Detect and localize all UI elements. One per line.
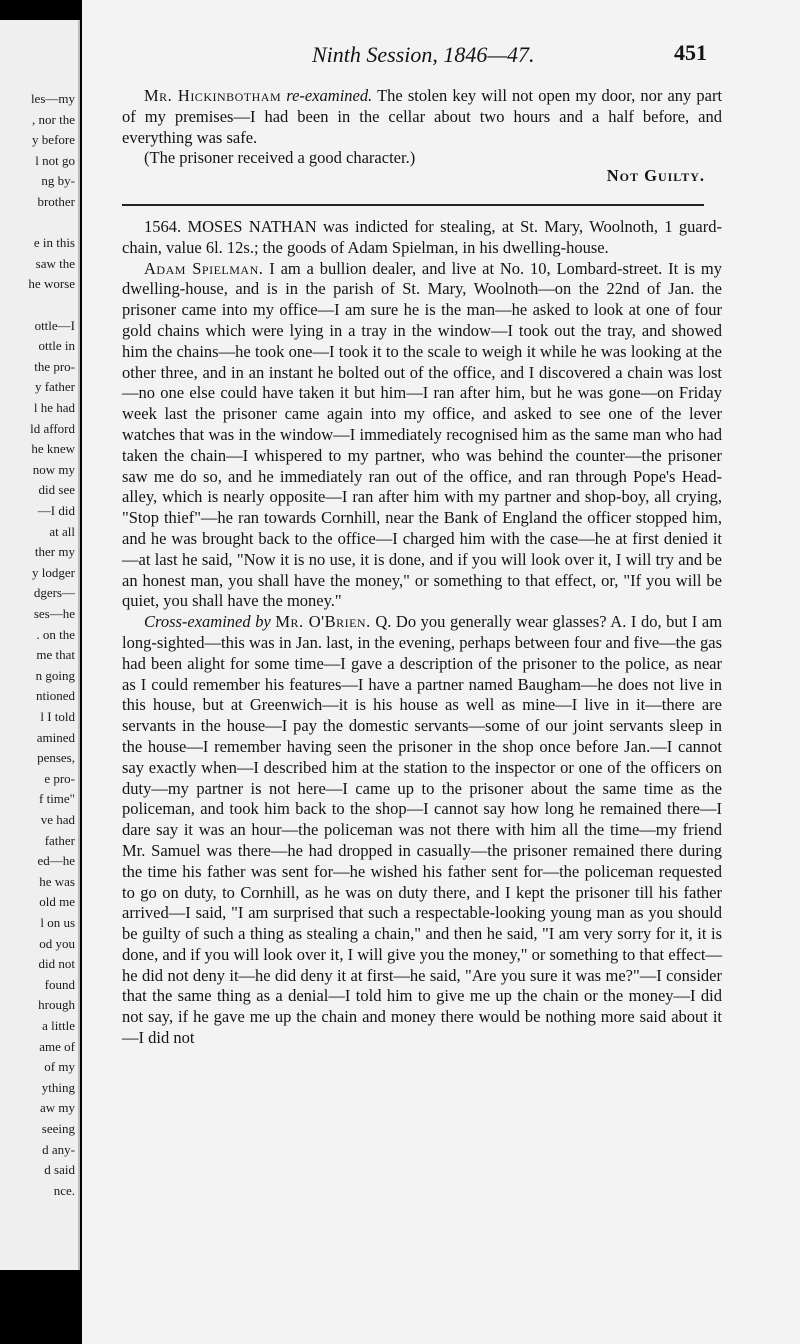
margin-fragment: ottle—I [34,317,75,333]
margin-fragment: hrough [38,997,75,1013]
margin-fragment: found [44,976,75,992]
margin-fragment: e in this [33,235,75,251]
margin-fragment: he knew [31,441,75,457]
reexam-text: The stolen key will not open my door, nor any part of my premises—I had been in the cellar about two hours and a half before, and everything was safe. [122,86,723,147]
margin-fragment: ses—he [33,606,75,621]
reexamination-paragraph [122,86,722,169]
book-page [82,0,800,1344]
margin-fragment: y lodger [32,564,75,580]
margin-fragment: od you [39,935,75,951]
witness-heading: Adam Spielman. [144,258,264,278]
margin-fragment: n going [35,667,75,683]
margin-fragment: , nor the [32,111,75,127]
margin-fragment: l I told [40,709,75,724]
margin-fragment: ther my [34,544,75,560]
indictment-text: was indicted for stealing, at St. Mary, Woolnoth, 1 guard-chain, value 6l. 12s.; the goods of Adam Spielman, in his dwelling-house. [122,217,722,257]
margin-fragment: l on us [40,915,75,930]
margin-fragment: the pro- [34,358,75,374]
margin-fragment: seeing [41,1121,75,1136]
margin-fragment: father [44,832,75,848]
margin-fragment: f time" [39,791,75,807]
testimony-text: I am a bullion dealer, and live at No. 10, Lombard-street. It is my dwelling-house, and is in the parish of St. Mary, Woolnoth—on the 22nd of Jan. the prisoner came into my office—I am sure he is the man—he asked to look at one of four gold chains which were lying in a tray in the window—I took out the tray, and showed him the chains—he took one—I took it to the scale to weigh it while he was looking at the other three, and in an instant he bolted out of the office, and I discovered a chain was lost—no one else could have taken it but him—I ran after him, but he was gone—on Friday week last the prisoner came again into my office, and asked to see one of the lever watches that was in the window—I immediately recognised him as the same man who had taken the chain—I whispered to my partner, who was behind the counter—the prisoner saw me do so, and he immediately ran out of the office, and ran through Pope's Head-alley, which is nearly opposite—I ran after him with my partner and shop-boy, all crying, "Stop thief"—he ran towards Cornhill, near the Bank of England the officer stopped him, and he was brought back to the office—I charged him with the case—he at first denied it—at last he said, "Now it is no use, it is done, and if you will look over it, I will try and be an honest man, you shall have the money," or something to that effect, or, "If you will be quiet, you shall have the money." [122,258,722,611]
counsel-name: Mr. O'Brien. [275,612,371,632]
cross-label: Cross-examined by [144,612,271,632]
margin-fragment: amined [36,729,75,745]
cross-answer: A. I do, but I am long-sighted—this was in Jan. last, in the evening, perhaps between four and five—the gas had been alight for some time—I gave a description of the prisoner to the police, as near as I could remember his features—I have a partner named Baugham—he does not live in this house, but at Greenwich—it is his house as well as mine—I live in it—there are servants in the house—I pay the domestic servants—some of our joint servants sleep in the house—I remember having seen the prisoner in the shop once before Jan.—I cannot say exactly when—I described him at the station to the inspector or one of the officers on duty—my partner is not here—I came up to the prisoner about the same time as the policeman, and took him back to the shop—I cannot say how long he remained there—I dare say it was an hour—the policeman was not there with him all the time—my friend Mr. Samuel was there—he had dropped in casually—the prisoner remained there during the time his father was sent for—he wished his father sent for—the policeman requested to go on duty, to Cornhill, as he was on duty there, and I kept the prisoner till his father arrived—I said, "I am surprised that such a respectable-looking young man as you should be guilty of such a thing as stealing a chain," and then he said, "I am very sorry for it, it is done, and if you will look over it, I will give you the money," or something to that effect—he did not deny it—he did deny it at first—he said, "Are you sure it was me?"—I consider that the same thing as a denial—I told him to give me up the chain or the money—I did not say, if he gave me up the chain and money there would be nothing more said about it—I did not [122,612,723,1048]
margin-fragment: a little [42,1018,75,1033]
margin-fragment: ld afford [30,420,75,436]
margin-fragment: d said [44,1162,75,1178]
margin-fragment: y before [32,132,75,148]
running-head: Ninth Session, 1846—47. [312,42,535,67]
margin-fragment: at all [49,523,75,539]
margin-fragment: . on the [36,626,75,642]
margin-fragment: ng by- [41,173,75,189]
margin-fragment: now my [32,461,75,477]
margin-fragment: ve had [40,812,75,827]
reexam-label: re-examined. [286,86,373,105]
facing-page-margin [0,20,80,1270]
margin-fragment: ottle in [38,338,75,354]
margin-fragment: ame of [39,1038,75,1054]
margin-fragment: e pro- [44,770,75,786]
margin-fragment: of my [44,1059,75,1075]
margin-fragment: penses, [37,750,75,766]
case-entry [122,217,722,1049]
margin-fragment: ntioned [36,688,75,704]
margin-fragment: aw my [39,1100,75,1116]
defendant-name: MOSES NATHAN [187,217,317,236]
section-rule [122,204,704,206]
character-note: (The prisoner received a good character.) [144,148,416,168]
margin-fragment: nce. [53,1182,75,1198]
margin-fragment: l not go [35,152,75,168]
margin-fragment: dgers— [33,585,75,601]
margin-fragment: me that [36,647,75,663]
witness-name: Mr. Hickinbotham [144,86,282,105]
verdict: Not Guilty. [606,166,705,185]
margin-fragment: old me [39,894,75,910]
margin-fragment: ything [41,1079,75,1095]
margin-fragment: y father [34,379,75,395]
margin-fragment: did not [38,956,75,972]
margin-fragment: les—my [30,91,75,106]
case-number: 1564. [144,217,182,236]
margin-fragment: —I did [37,503,75,518]
margin-fragment: did see [38,482,75,498]
margin-fragment: l he had [33,400,75,415]
margin-fragment: ed—he [37,853,75,869]
page-number: 451 [674,40,707,65]
margin-fragment: saw the [35,255,75,271]
margin-fragment: he was [39,873,75,889]
margin-fragment: he worse [28,276,75,292]
margin-fragment: d any- [42,1141,75,1157]
cross-question: Q. Do you generally wear glasses? [375,612,607,632]
margin-fragment: brother [37,194,75,209]
